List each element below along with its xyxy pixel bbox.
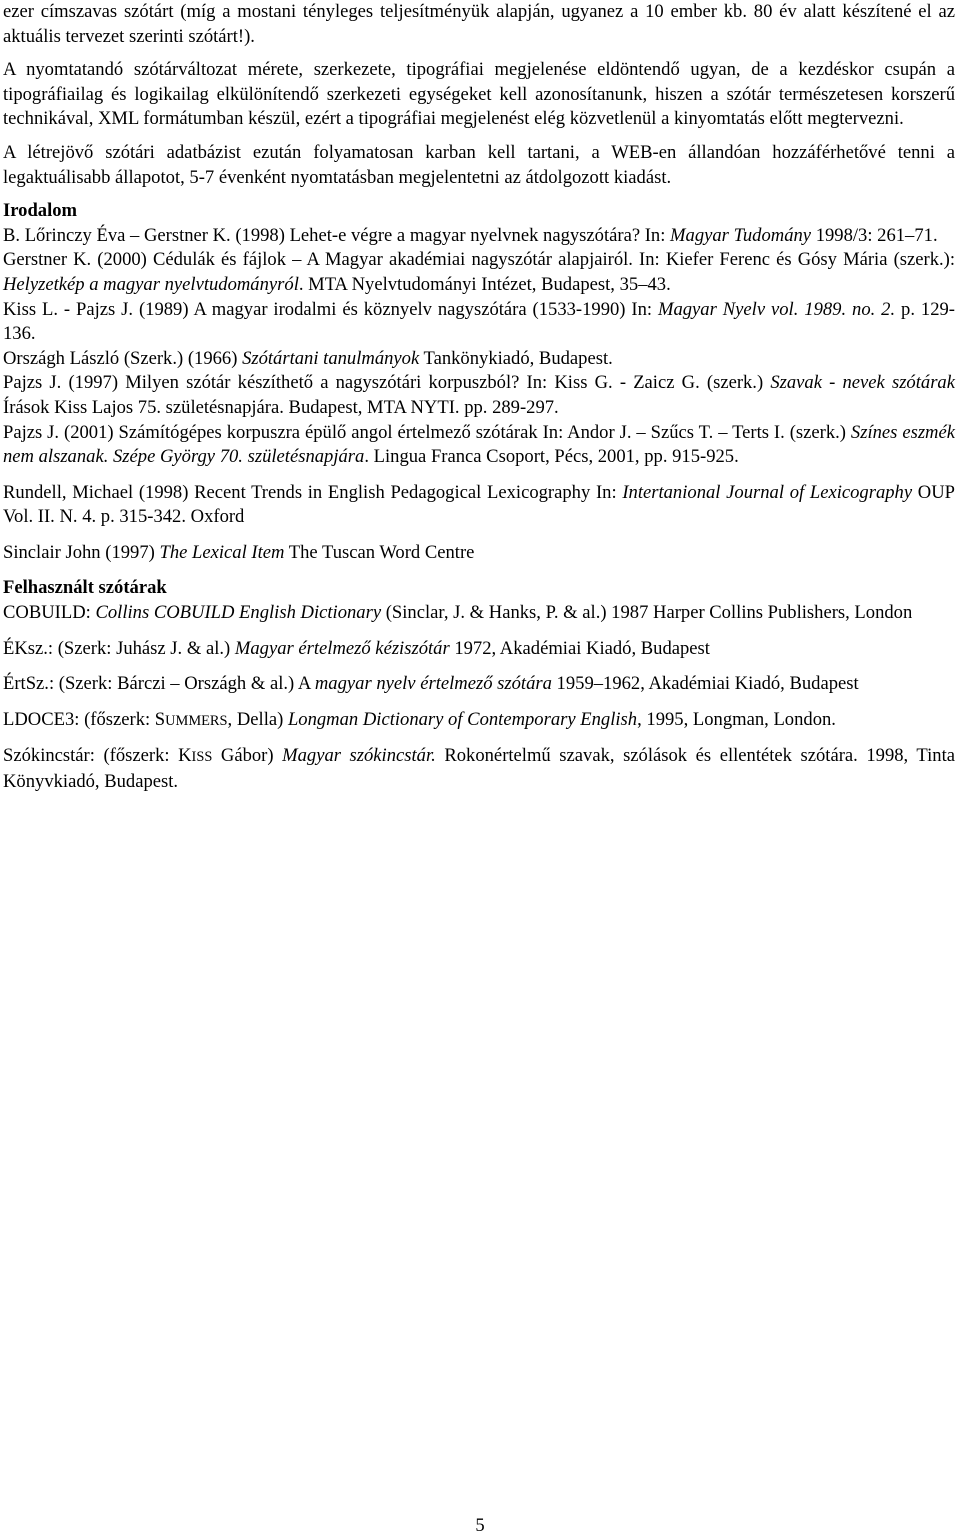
dictionaries-heading: Felhasznált szótárak [3,577,167,599]
reference-entry [3,421,955,470]
dictionary-title: Magyar szókincstár. [282,745,436,767]
dictionary-title: Longman Dictionary of Contemporary English [287,708,638,730]
reference-text: Gerstner K. (2000) Cédulák és fájlok – A Magyar akadémiai nagyszótár alapjairól. In: Kiefer Ferenc és Gósy Mária (szerk.): [3,249,955,271]
dictionary-text: (Sinclar, J. & Hanks, P. & al.) 1987 Harper Collins Publishers, London [381,602,913,624]
reference-text: Pajzs J. (1997) Milyen szótár készíthető a nagyszótári korpuszból? In: Kiss G. - Zaicz G. (szerk.) [3,372,771,394]
dictionary-text: Szókincstár: (főszerk: K [3,745,192,767]
dictionary-text: LDOCE3: (főszerk: S [3,708,166,730]
paragraph: A létrejövő szótári adatbázist ezután folyamatosan karban kell tartani, a WEB-en állandóan hozzáférhetővé tenni a legaktuálisabb állapotot, 5-7 évenként nyomtatásban megjelentetni az átdolgozott kiadást. [3,141,955,188]
reference-text: . MTA Nyelvtudományi Intézet, Budapest, 35–43. [298,273,671,295]
reference-entry [3,248,955,297]
dictionary-entry [3,637,955,662]
reference-text: Országh László (Szerk.) (1966) [3,347,243,369]
reference-title: Intertanional Journal of Lexicography [622,481,913,503]
reference-text: 1998/3: 261–71. [811,224,938,246]
reference-text: Pajzs J. (2001) Számítógépes korpuszra épülő angol értelmező szótárak In: Andor J. – Szűcs T. – Terts I. (szerk.) [3,421,851,443]
reference-text: Kiss L. - Pajzs J. (1989) A magyar irodalmi és köznyelv nagyszótára (1533-1990) In: [3,298,658,320]
dictionary-text: ÉrtSz.: (Szerk: Bárczi – Országh & al.) A [3,673,315,695]
reference-title: Szavak - nevek szótárak [770,372,955,394]
reference-title: Helyzetkép a magyar nyelvtudományról [3,273,299,295]
reference-text: Rundell, Michael (1998) Recent Trends in English Pedagogical Lexicography In: [3,481,623,503]
reference-title: Magyar Tudomány [670,224,812,246]
dictionary-text: , Della) [227,708,288,730]
reference-entry [3,371,955,420]
page-body [3,0,955,795]
dictionary-title: Collins COBUILD English Dictionary [95,602,382,624]
reference-entry [3,298,955,347]
reference-title: Szótártani tanulmányok [242,347,420,369]
dictionary-text: Gábor) [212,745,283,767]
reference-text: B. Lőrinczy Éva – Gerstner K. (1998) Lehet-e végre a magyar nyelvnek nagyszótára? In: [3,224,671,246]
reference-title: Magyar Nyelv vol. 1989. no. 2. [657,298,896,320]
page-number: 5 [475,1515,485,1536]
references-heading: Irodalom [3,200,78,222]
dictionary-text: COBUILD: [3,602,96,624]
reference-text: Tankönykiadó, Budapest. [419,347,613,369]
reference-text: Írások Kiss Lajos 75. születésnapjára. Budapest, MTA NYTI. pp. 289-297. [3,396,559,418]
reference-entry [3,347,955,372]
reference-title: The Lexical Item [159,541,285,563]
dictionary-entry [3,672,955,697]
dictionary-entry [3,708,955,734]
dictionary-text: Rokonértelmű szavak, szólások és ellentétek szótára. 1998, Tinta Könyvkiadó, Budapest. [3,745,955,793]
reference-entry [3,541,955,566]
dictionary-entry [3,601,955,626]
dictionary-title: Magyar értelmező kéziszótár [234,637,450,659]
reference-text: . Lingua Franca Csoport, Pécs, 2001, pp. 915-925. [364,446,739,468]
small-caps-text: ISS [191,749,213,766]
dictionary-text: 1972, Akadémiai Kiadó, Budapest [449,637,710,659]
reference-entry [3,224,955,249]
dictionary-title: magyar nyelv értelmező szótára [314,673,552,695]
dictionary-entry [3,744,955,794]
reference-text: OUP Vol. II. N. 4. p. 315-342. Oxford [3,481,955,528]
reference-text: Sinclair John (1997) [3,541,160,563]
reference-entry [3,481,955,530]
reference-title: Színes eszmék nem alszanak. Szépe György 70. születésnapjára [3,421,955,468]
dictionary-text: ÉKsz.: (Szerk: Juhász J. & al.) [3,637,235,659]
dictionary-text: , 1995, Longman, London. [637,708,836,730]
paragraph: A nyomtatandó szótárváltozat mérete, szerkezete, tipográfiai megjelenése eldöntendő ugyan, de a kezdéskor csupán a tipográfiailag és logikailag elkülönítendő szerkezeti egységeket kell azonosítanunk, hiszen a szótár természetesen korszerű technikával, XML formátumban készül, ezért a tipográfiai megjelenést elég közvetlenül a kinyomtatás előtt megtervezni. [3,59,955,130]
paragraph: ezer címszavas szótárt (míg a mostani tényleges teljesítményük alapján, ugyanez a 10 ember kb. 80 év alatt készítené el az aktuális tervezet szerinti szótárt!). [3,1,955,47]
dictionary-text: 1959–1962, Akadémiai Kiadó, Budapest [551,673,859,695]
small-caps-text: UMMERS [165,712,228,729]
reference-text: The Tuscan Word Centre [284,541,475,563]
reference-text: p. 129-136. [3,298,956,345]
